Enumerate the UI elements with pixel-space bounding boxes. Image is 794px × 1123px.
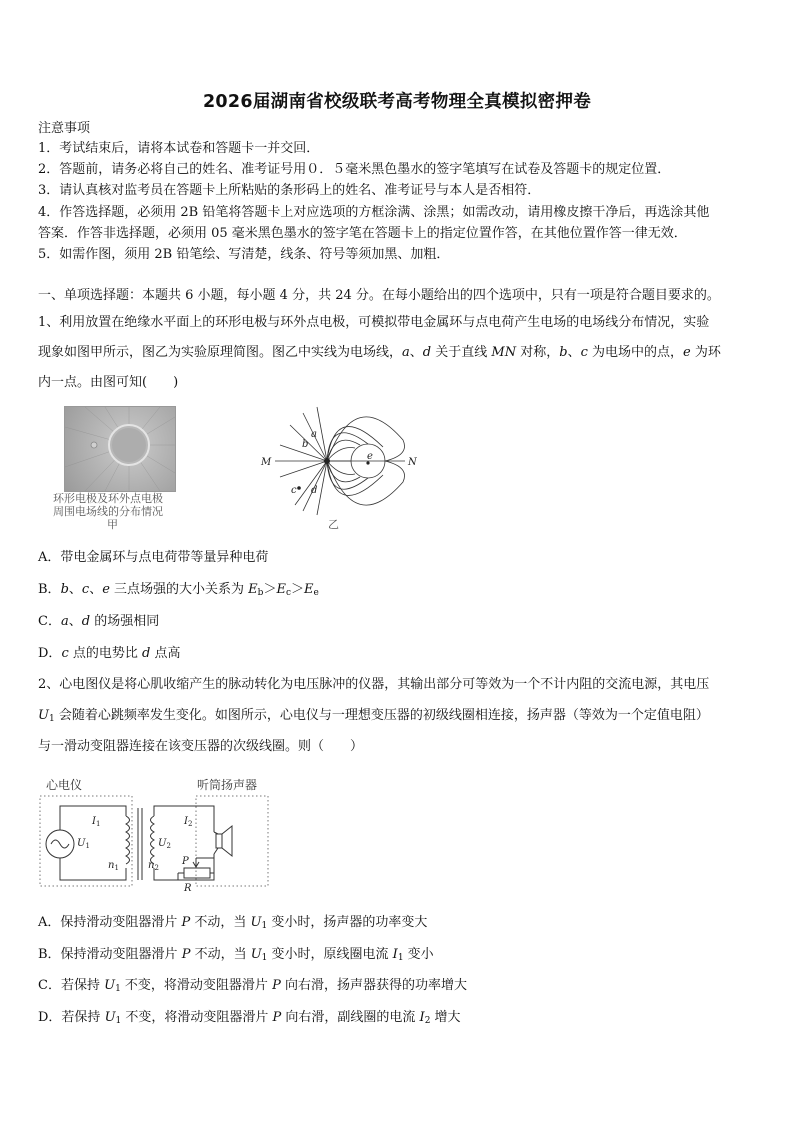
q2-stem-line3: 与一滑动变阻器连接在该变压器的次级线圈。则（ ） xyxy=(38,739,364,754)
notice-item: 答案．作答非选择题，必须用 05 毫米黑色墨水的签字笔在答题卡上的指定位置作答，在其他位置作答一律无效． xyxy=(38,226,687,241)
point-c xyxy=(297,486,301,490)
q2-stem-line1: 2、心电图仪是将心肌收缩产生的脉动转化为电压脉冲的仪器，其输出部分可等效为一个不计内阻的交流电源，其电压 xyxy=(38,677,710,692)
circuit-diagram xyxy=(38,794,270,894)
figure-b-field-lines xyxy=(255,405,425,525)
label-p: P xyxy=(182,856,189,867)
q2-option-b[interactable]: B．保持滑动变阻器滑片 P 不动，当 $U_1$ 变小时，原线圈电流 $I_1$ 变小 xyxy=(38,947,434,963)
q1-stem-line3: 内一点。由图可知( ) xyxy=(38,375,179,390)
label-b: b xyxy=(302,439,309,450)
label-i1: $I_1$ xyxy=(92,816,101,828)
figure-a-caption: 周围电场线的分布情况 xyxy=(53,505,163,518)
q1-stem-line2: 现象如图甲所示，图乙为实验原理简图。图乙中实线为电场线，a、d 关于直线 MN 对称，b、c 为电场中的点，e 为环 xyxy=(38,345,721,360)
section-heading: 一、单项选择题：本题共 6 小题，每小题 4 分，共 24 分。在每小题给出的四个选项中，只有一项是符合题目要求的。 xyxy=(38,288,720,303)
point-charge xyxy=(324,458,330,464)
label-d: d xyxy=(311,485,318,496)
label-u1: $U_1$ xyxy=(77,838,90,850)
label-n2: $n_2$ xyxy=(148,860,159,872)
label-a: a xyxy=(311,429,317,440)
label-c: c xyxy=(291,485,297,496)
notice-item: 4．作答选择题，必须用 2B 铅笔将答题卡上对应选项的方框涂满、涂黑；如需改动，请用橡皮擦干净后，再选涂其他 xyxy=(38,205,710,220)
q1-option-a[interactable]: A．带电金属环与点电荷带等量异种电荷 xyxy=(38,550,269,565)
q1-stem-line1: 1、利用放置在绝缘水平面上的环形电极与环外点电极，可模拟带电金属环与点电荷产生电场的电场线分布情况，实验 xyxy=(38,315,710,330)
notice-item: 5．如需作图，须用 2B 铅笔绘、写清楚，线条、符号等须加黑、加粗． xyxy=(38,247,450,262)
q1-option-d[interactable]: D．c 点的电势比 d 点高 xyxy=(38,646,181,661)
label-e: e xyxy=(367,451,373,462)
figure-a-label: 甲 xyxy=(107,518,118,531)
q1-option-b[interactable]: B．b、c、e 三点场强的大小关系为 $E_b>E_c>E_e$ xyxy=(38,582,319,598)
label-n1: $n_1$ xyxy=(108,860,119,872)
label-u2: $U_2$ xyxy=(158,838,171,850)
notice-item: 2．答题前，请务必将自己的姓名、准考证号用０．５毫米黑色墨水的签字笔填写在试卷及答题卡的规定位置． xyxy=(38,162,671,177)
notice-item: 1．考试结束后，请将本试卷和答题卡一并交回． xyxy=(38,141,320,156)
label-m: M xyxy=(261,457,272,468)
circuit-left-title: 心电仪 xyxy=(46,778,83,792)
q1-option-c[interactable]: C．a、d 的场强相同 xyxy=(38,614,160,629)
q2-option-c[interactable]: C．若保持 $U_1$ 不变，将滑动变阻器滑片 P 向右滑，扬声器获得的功率增大 xyxy=(38,978,467,994)
q2-option-d[interactable]: D．若保持 $U_1$ 不变，将滑动变阻器滑片 P 向右滑，副线圈的电流 $I_2$ 增大 xyxy=(38,1010,461,1026)
figure-b-label: 乙 xyxy=(328,518,339,531)
label-n: N xyxy=(408,457,417,468)
q2-option-a[interactable]: A．保持滑动变阻器滑片 P 不动，当 $U_1$ 变小时，扬声器的功率变大 xyxy=(38,915,428,931)
notice-heading: 注意事项 xyxy=(38,121,91,136)
figure-a-photo xyxy=(64,406,176,492)
q2-stem-line2: $U_1$ 会随着心跳频率发生变化。如图所示，心电仪与一理想变压器的初级线圈相连接，扬声器（等效为一个定值电阻） xyxy=(38,708,709,724)
page-title: 2026届湖南省校级联考高考物理全真模拟密押卷 xyxy=(202,92,592,112)
notice-item: 3．请认真核对监考员在答题卡上所粘贴的条形码上的姓名、准考证号与本人是否相符． xyxy=(38,183,541,198)
label-r: R xyxy=(184,883,192,894)
label-i2: $I_2$ xyxy=(184,816,193,828)
figure-a-caption: 环形电极及环外点电极 xyxy=(53,492,163,505)
circuit-right-title: 听筒扬声器 xyxy=(197,778,258,792)
